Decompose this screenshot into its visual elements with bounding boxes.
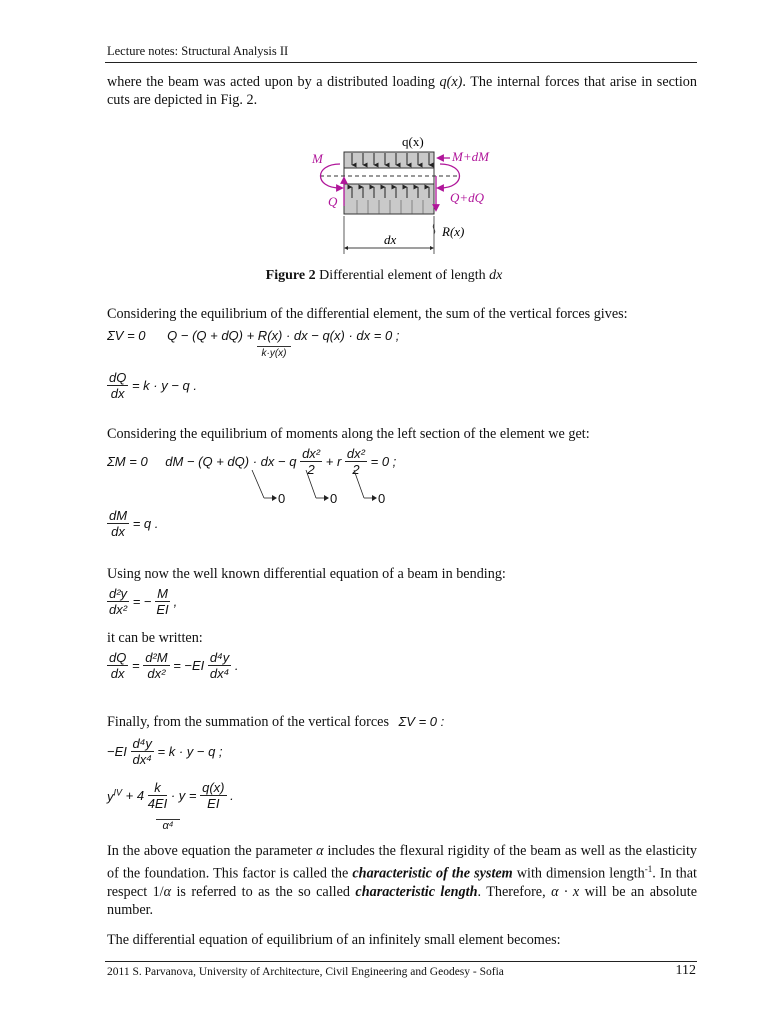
fig-label-Rx: R(x) <box>442 224 465 239</box>
header-rule <box>105 62 697 63</box>
equation-underbrace: k·y(x) <box>257 346 291 359</box>
moment-vanishing-arrows <box>250 470 390 506</box>
bending-intro: Using now the well known differential equation of a beam in bending: <box>107 566 506 582</box>
last-line: The differential equation of equilibrium of an infinitely small element becomes: <box>107 932 561 948</box>
fig-label-qx: q(x) <box>402 134 424 149</box>
fig-label-dx: dx <box>384 232 397 247</box>
zero-3: 0 <box>378 491 386 506</box>
characteristic-paragraph: In the above equation the parameter α includes the flexural rigidity of the beam as well as the elasticity of the foundation. This factor is called the characteristic of the system with dimension length$^{-1}$. In that respect 1/α is referred to as the so called characteristic length. Therefore, α · x will be an absolute number. <box>107 843 697 918</box>
figure-caption: Figure 2 Differential element of length dx <box>265 268 503 283</box>
moments-intro: Considering the equilibrium of moments along the left section of the element we get: <box>107 426 590 442</box>
equation-dq-dx: $\frac{dQ}{dx}$ = k · y − q . <box>109 370 197 401</box>
differential-element-figure <box>300 128 500 256</box>
zero-1: 0 <box>278 491 286 506</box>
equation-final: $y^{IV} + 4$ $\frac{k}{4EI}$ · y = $\frac{q(x)}{EI}$ . <box>107 780 234 811</box>
fig-label-MdM: M+dM <box>452 149 489 164</box>
equation-chain: $\frac{dQ}{dx}$ = $\frac{\text{d²M}}{\text{dx²}}$ = −EI $\frac{\text{d⁴y}}{\text{dx⁴}}$ . <box>109 650 239 681</box>
footer-text: 2011 S. Parvanova, University of Architecture, Civil Engineering and Geodesy - Sofia <box>107 966 504 978</box>
vertical-forces-intro: Considering the equilibrium of the differential element, the sum of the vertical forces gives: <box>107 306 628 322</box>
running-header: Lecture notes: Structural Analysis II <box>107 44 289 58</box>
fig-label-QdQ: Q+dQ <box>450 190 485 205</box>
zero-2: 0 <box>330 491 338 506</box>
footer-rule <box>105 961 697 962</box>
fig-label-Q: Q <box>328 194 338 209</box>
equation-bending: $\frac{\text{d²y}}{\text{dx²}}$ = − $\frac{M}{EI}$ , <box>109 586 178 617</box>
equation-vertical-sum: ΣV = 0 Q − (Q + dQ) + R(x) · dx − q(x) · dx = 0 ; <box>107 328 400 343</box>
alpha-underbrace: α⁴ <box>156 819 180 832</box>
foundation-block <box>344 184 434 214</box>
intro-paragraph: where the beam was acted upon by a distributed loading q(x). The internal forces that arise in section cuts are depicted in Fig. 2. <box>107 74 697 108</box>
written-line: it can be written: <box>107 630 203 646</box>
finally-intro: Finally, from the summation of the vertical forces ΣV = 0 : <box>107 714 445 730</box>
fig-label-M: M <box>312 151 323 166</box>
load-block <box>344 152 434 168</box>
equation-moment-sum: ΣM = 0 dM − (Q + dQ) · dx − q $\frac{\text{dx²}}{2}$ + r $\frac{\text{dx²}}{2}$ = 0 ; <box>107 446 397 477</box>
page-number: 112 <box>675 963 696 978</box>
equation-dm-dx: $\frac{dM}{dx}$ = q . <box>109 508 159 539</box>
equation-combined: −EI $\frac{\text{d⁴y}}{\text{dx⁴}}$ = k · y − q ; <box>107 736 223 767</box>
